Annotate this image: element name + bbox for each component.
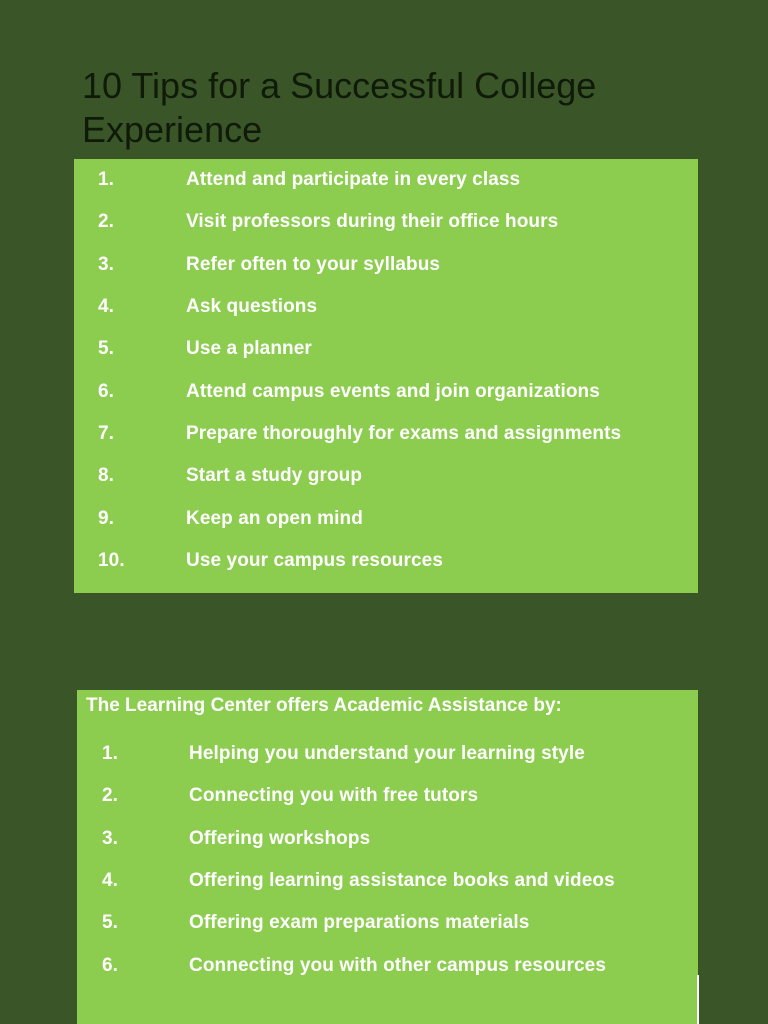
item-number: 8. — [98, 465, 115, 487]
list-item — [98, 540, 621, 582]
assistance-list — [102, 733, 615, 987]
list-item — [102, 775, 615, 817]
item-text: Keep an open mind — [186, 507, 363, 529]
list-item — [98, 328, 621, 370]
item-text: Attend and participate in every class — [186, 169, 521, 191]
list-item — [102, 733, 615, 775]
list-item — [98, 159, 621, 201]
item-number: 10. — [98, 549, 125, 571]
item-text: Use your campus resources — [186, 549, 444, 571]
list-item — [102, 902, 615, 944]
item-text: Use a planner — [186, 338, 312, 360]
item-text: Offering learning assistance books and videos — [189, 870, 615, 892]
list-item — [98, 455, 621, 497]
item-number: 4. — [98, 296, 115, 318]
item-number: 7. — [98, 422, 115, 444]
item-number: 4. — [102, 870, 119, 892]
learning-center-intro: The Learning Center offers Academic Assistance by: — [86, 695, 562, 716]
list-item — [98, 497, 621, 539]
item-text: Ask questions — [186, 296, 318, 318]
list-item — [98, 286, 621, 328]
item-number: 1. — [102, 743, 119, 765]
item-text: Prepare thoroughly for exams and assignments — [186, 422, 622, 444]
list-item — [102, 818, 615, 860]
item-text: Attend campus events and join organizations — [186, 380, 600, 402]
item-number: 6. — [98, 380, 115, 402]
item-text: Refer often to your syllabus — [186, 253, 441, 275]
item-number: 2. — [98, 211, 115, 233]
item-number: 1. — [98, 169, 115, 191]
list-item — [98, 244, 621, 286]
item-text: Start a study group — [186, 465, 363, 487]
item-number: 6. — [102, 954, 119, 976]
tips-panel — [74, 159, 698, 593]
item-text: Offering exam preparations materials — [189, 912, 530, 934]
item-text: Connecting you with other campus resources — [189, 954, 606, 976]
page-title: 10 Tips for a Successful College Experience — [82, 65, 597, 150]
tips-list — [98, 159, 621, 582]
item-text: Offering workshops — [189, 827, 371, 849]
item-number: 3. — [98, 253, 115, 275]
list-item — [98, 413, 621, 455]
item-number: 2. — [102, 785, 119, 807]
item-number: 5. — [98, 338, 115, 360]
item-number: 5. — [102, 912, 119, 934]
list-item — [102, 860, 615, 902]
learning-center-panel — [77, 690, 698, 1024]
list-item — [98, 201, 621, 243]
item-text: Helping you understand your learning style — [189, 743, 585, 765]
item-text: Visit professors during their office hours — [186, 211, 559, 233]
panel-edge-divider — [697, 975, 699, 1024]
list-item — [98, 370, 621, 412]
item-text: Connecting you with free tutors — [189, 785, 479, 807]
item-number: 3. — [102, 827, 119, 849]
list-item — [102, 944, 615, 986]
item-number: 9. — [98, 507, 115, 529]
